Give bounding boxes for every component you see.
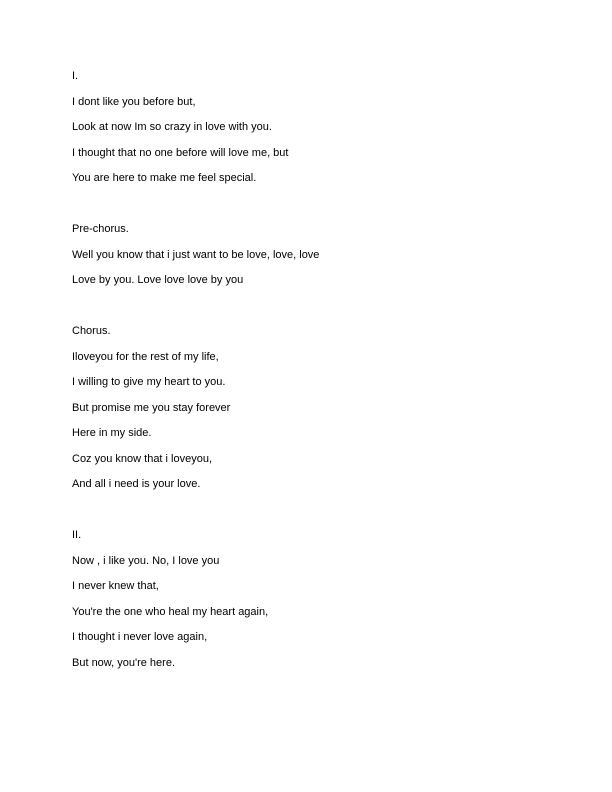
section-heading: Chorus. [72,325,111,337]
lyric-line: Look at now Im so crazy in love with you. [72,121,272,133]
lyric-line: Now , i like you. No, I love you [72,554,220,567]
lyric-line: Well you know that i just want to be love, love, love [72,248,320,261]
section-spacer [72,198,542,224]
lyric-line: I thought that no one before will love me, but [72,146,289,159]
lyric-line: I never knew that, [72,580,159,592]
lyric-line: Coz you know that i loveyou, [72,452,213,465]
lyric-line: Iloveyou for the rest of my life, [72,350,219,363]
section-chorus [72,325,542,491]
lyric-line: You're the one who heal my heart again, [72,605,269,618]
lyrics-body [72,70,542,682]
section-spacer [72,504,542,530]
lyric-line: I thought i never love again, [72,631,208,643]
section-spacer [72,300,542,326]
lyric-line: I willing to give my heart to you. [72,376,226,388]
lyric-line: And all i need is your love. [72,478,201,490]
lyric-line: Love by you. Love love love by you [72,274,244,286]
lyric-line: Here in my side. [72,427,152,439]
lyric-line: You are here to make me feel special. [72,172,257,184]
section-heading: I. [72,70,79,82]
section-heading: II. [72,529,82,541]
section-heading: Pre-chorus. [72,223,129,235]
section-verse-2 [72,529,542,670]
lyric-line: But promise me you stay forever [72,401,231,414]
lyric-line: I dont like you before but, [72,95,196,108]
section-verse-1 [72,70,542,185]
section-pre-chorus [72,223,542,287]
lyric-line: But now, you're here. [72,656,175,669]
